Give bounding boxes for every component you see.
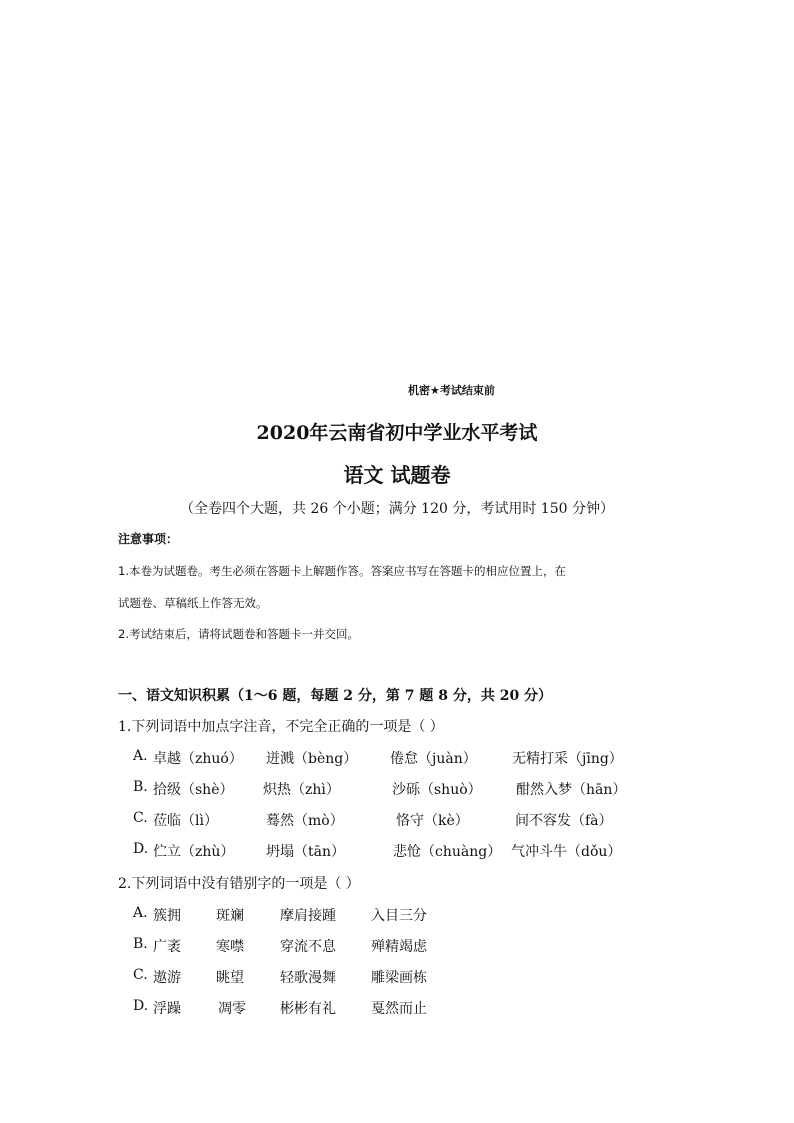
option-item: 轻歌漫舞: [280, 970, 336, 986]
option-item: 浮躁: [153, 1001, 181, 1017]
option-item: 遨游: [153, 970, 181, 986]
option-letter: B.: [133, 936, 148, 952]
option-item: 雕梁画栋: [371, 970, 427, 986]
option-item: 悲怆（chuàng）: [393, 844, 502, 860]
option-item: 蓦然（mò）: [266, 813, 344, 829]
option-item: 彬彬有礼: [280, 1001, 336, 1017]
option-item: 伫立（zhù）: [153, 844, 235, 860]
notice-heading: 注意事项：: [118, 532, 179, 546]
option-item: 拾级（shè）: [153, 782, 234, 798]
option-letter: A.: [133, 748, 148, 764]
option-item: 簇拥: [153, 908, 181, 924]
option-item: 间不容发（fà）: [515, 813, 613, 829]
option-item: 斑斓: [216, 908, 244, 924]
option-item: 摩肩接踵: [280, 908, 336, 924]
option-item: 无精打采（jīng）: [512, 751, 623, 767]
option-item: 倦怠（juàn）: [390, 751, 477, 767]
option-item: 穿流不息: [280, 939, 336, 955]
option-item: 坍塌（tān）: [266, 844, 345, 860]
option-item: 殚精竭虑: [371, 939, 427, 955]
option-letter: D.: [133, 841, 149, 857]
option-item: 广袤: [153, 939, 181, 955]
option-item: 沙砾（shuò）: [392, 782, 482, 798]
option-letter: C.: [133, 967, 148, 983]
notice-line: 试题卷、草稿纸上作答无效。: [118, 596, 268, 610]
option-item: 戛然而止: [371, 1001, 427, 1017]
exam-subtitle: 语文 试题卷: [343, 463, 451, 487]
option-item: 气冲斗牛（dǒu）: [511, 844, 622, 860]
notice-line: 1.本卷为试题卷。考生必须在答题卡上解题作答。答案应书写在答题卡的相应位置上，在: [118, 564, 566, 578]
option-letter: A.: [133, 905, 148, 921]
exam-title: 2020年云南省初中学业水平考试: [256, 422, 538, 444]
option-item: 凋零: [218, 1001, 246, 1017]
option-letter: C.: [133, 810, 148, 826]
option-letter: D.: [133, 998, 149, 1014]
option-item: 酣然入梦（hān）: [516, 782, 627, 798]
notice-line: 2.考试结束后，请将试题卷和答题卡一并交回。: [118, 627, 359, 641]
option-item: 迸溅（bèng）: [266, 751, 358, 767]
exam-info: （全卷四个大题，共 26 个小题；满分 120 分，考试用时 150 分钟）: [180, 501, 614, 517]
option-letter: B.: [133, 779, 148, 795]
option-item: 炽热（zhì）: [263, 782, 340, 798]
option-item: 恪守（kè）: [396, 813, 469, 829]
question-stem: 1.下列词语中加点字注音，不完全正确的一项是（ ）: [118, 719, 444, 735]
question-stem: 2.下列词语中没有错别字的一项是（ ）: [118, 876, 360, 892]
option-item: 莅临（lì）: [153, 813, 218, 829]
confidential-mark: 机密★考试结束前: [408, 384, 495, 397]
option-item: 寒噤: [216, 939, 244, 955]
section-heading: 一、语文知识积累（1～6 题，每题 2 分，第 7 题 8 分，共 20 分）: [118, 688, 553, 704]
option-item: 卓越（zhuó）: [153, 751, 243, 767]
option-item: 眺望: [216, 970, 244, 986]
option-item: 入目三分: [371, 908, 427, 924]
